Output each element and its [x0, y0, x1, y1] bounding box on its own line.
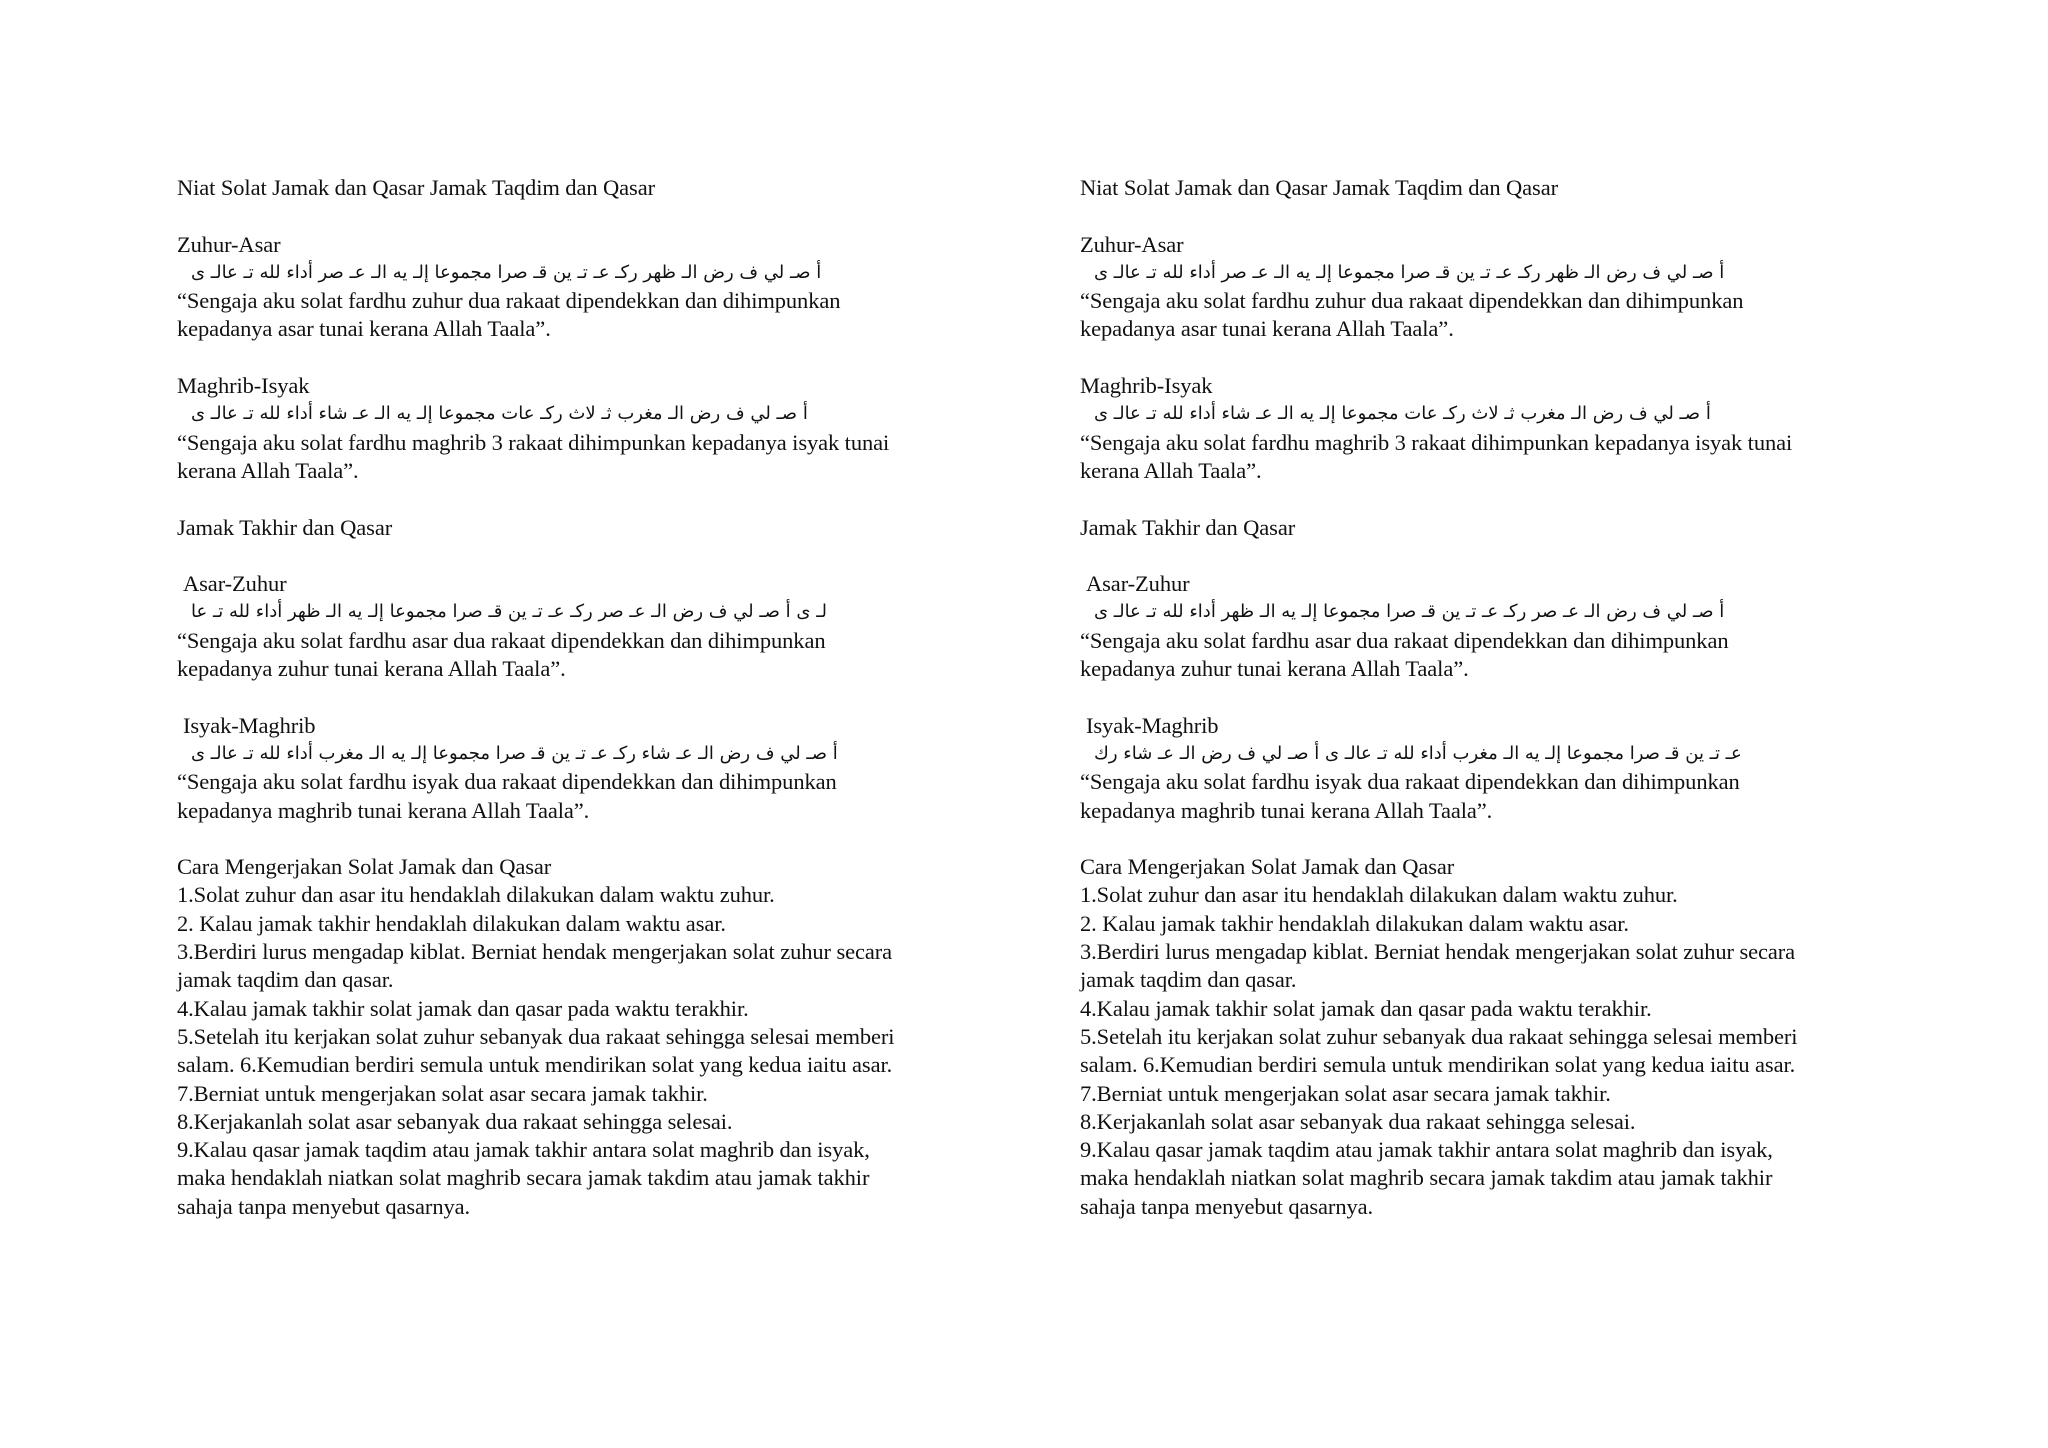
translation-line: “Sengaja aku solat fardhu asar dua rakaat dipendekkan dan dihimpunkan [177, 627, 826, 653]
asar-zuhur-arabic [177, 598, 871, 626]
step-line: 3.Berdiri lurus mengadap kiblat. Berniat hendak mengerjakan solat zuhur secara [177, 939, 893, 965]
maghrib-isyak-title: Maghrib-Isyak [1080, 373, 1213, 399]
step-line: 5.Setelah itu kerjakan solat zuhur sebanyak dua rakaat sehingga selesai memberi [177, 1023, 895, 1049]
step-line: 1.Solat zuhur dan asar itu hendaklah dilakukan dalam waktu zuhur. [1080, 882, 1678, 908]
step-line: sahaja tanpa menyebut qasarnya. [1080, 1193, 1374, 1219]
cara-heading: Cara Mengerjakan Solat Jamak dan Qasar [177, 854, 552, 880]
zuhur-asar-arabic [1080, 259, 1774, 287]
step-line: 2. Kalau jamak takhir hendaklah dilakukan dalam waktu asar. [1080, 910, 1629, 936]
spacer [177, 344, 1007, 372]
arabic-text: أ صـ لي ف رض الـ عـ صر ركـ عـ تـ ين قـ صرا مجموعا إلـ يه الـ ظهر أداء لله تـ عالـ ى [1094, 601, 1725, 623]
translation-line: kepadanya zuhur tunai kerana Allah Taala”. [1080, 656, 1469, 682]
translation-line: kerana Allah Taala”. [177, 457, 359, 483]
spacer [177, 202, 1007, 230]
translation-line: “Sengaja aku solat fardhu maghrib 3 rakaat dihimpunkan kepadanya isyak tunai [177, 429, 890, 455]
maghrib-isyak-title: Maghrib-Isyak [177, 373, 310, 399]
step-line: 5.Setelah itu kerjakan solat zuhur sebanyak dua rakaat sehingga selesai memberi [1080, 1023, 1798, 1049]
isyak-maghrib-arabic [1080, 740, 1774, 768]
translation-line: kepadanya zuhur tunai kerana Allah Taala”. [177, 656, 566, 682]
isyak-maghrib-title: Isyak-Maghrib [183, 712, 316, 738]
arabic-text: أ صـ لي ف رض الـ ظهر ركـ عـ تـ ين قـ صرا مجموعا إلـ يه الـ عـ صر أداء لله تـ عالـ ى [191, 261, 822, 283]
arabic-text: أ صـ لي ف رض الـ مغرب ثـ لاث ركـ عات مجموعا إلـ يه الـ عـ شاء أداء لله تـ عالـ ى [191, 403, 808, 425]
zuhur-asar-translation [177, 287, 1007, 344]
left-column [177, 174, 1007, 1221]
steps-list [177, 881, 1007, 1221]
zuhur-asar-title: Zuhur-Asar [177, 231, 281, 257]
translation-line: kerana Allah Taala”. [1080, 457, 1262, 483]
translation-line: kepadanya asar tunai kerana Allah Taala”. [177, 316, 551, 342]
step-line: 7.Berniat untuk mengerjakan solat asar secara jamak takhir. [1080, 1080, 1611, 1106]
translation-line: kepadanya maghrib tunai kerana Allah Taala”. [1080, 797, 1493, 823]
spacer [1080, 542, 1910, 570]
step-line: 9.Kalau qasar jamak taqdim atau jamak takhir antara solat maghrib dan isyak, [1080, 1137, 1773, 1163]
maghrib-isyak-translation [1080, 429, 1910, 486]
jamak-takhir-heading: Jamak Takhir dan Qasar [177, 514, 393, 540]
isyak-maghrib-translation [177, 768, 1007, 825]
asar-zuhur-title: Asar-Zuhur [1086, 571, 1190, 597]
spacer [1080, 202, 1910, 230]
step-line: 2. Kalau jamak takhir hendaklah dilakukan dalam waktu asar. [177, 910, 726, 936]
step-line: 1.Solat zuhur dan asar itu hendaklah dilakukan dalam waktu zuhur. [177, 882, 775, 908]
steps-list [1080, 881, 1910, 1221]
translation-line: “Sengaja aku solat fardhu zuhur dua rakaat dipendekkan dan dihimpunkan [1080, 288, 1744, 314]
arabic-text: أ صـ لي ف رض الـ ظهر ركـ عـ تـ ين قـ صرا مجموعا إلـ يه الـ عـ صر أداء لله تـ عالـ ى [1094, 261, 1725, 283]
step-line: maka hendaklah niatkan solat maghrib secara jamak takdim atau jamak takhir [1080, 1165, 1773, 1191]
step-line: sahaja tanpa menyebut qasarnya. [177, 1193, 471, 1219]
spacer [1080, 825, 1910, 853]
zuhur-asar-arabic [177, 259, 871, 287]
step-line: 3.Berdiri lurus mengadap kiblat. Berniat hendak mengerjakan solat zuhur secara [1080, 939, 1796, 965]
niat-heading: Niat Solat Jamak dan Qasar Jamak Taqdim dan Qasar [177, 175, 655, 200]
translation-line: kepadanya maghrib tunai kerana Allah Taala”. [177, 797, 590, 823]
spacer [1080, 683, 1910, 711]
zuhur-asar-title: Zuhur-Asar [1080, 231, 1184, 257]
isyak-maghrib-title: Isyak-Maghrib [1086, 712, 1219, 738]
translation-line: “Sengaja aku solat fardhu isyak dua rakaat dipendekkan dan dihimpunkan [177, 769, 837, 795]
maghrib-isyak-arabic [1080, 400, 1774, 428]
translation-line: “Sengaja aku solat fardhu asar dua rakaat dipendekkan dan dihimpunkan [1080, 627, 1729, 653]
arabic-text: عـ تـ ين قـ صرا مجموعا إلـ يه الـ مغرب أداء لله تـ عالـ ى أ صـ لي ف رض الـ عـ شاء رك [1094, 742, 1742, 764]
asar-zuhur-translation [1080, 627, 1910, 684]
spacer [177, 825, 1007, 853]
translation-line: kepadanya asar tunai kerana Allah Taala”. [1080, 316, 1454, 342]
step-line: 7.Berniat untuk mengerjakan solat asar secara jamak takhir. [177, 1080, 708, 1106]
step-line: salam. 6.Kemudian berdiri semula untuk mendirikan solat yang kedua iaitu asar. [1080, 1052, 1796, 1078]
arabic-text: لـ ى أ صـ لي ف رض الـ عـ صر ركـ عـ تـ ين قـ صرا مجموعا إلـ يه الـ ظهر أداء لله تـ عا [191, 601, 827, 623]
step-line: jamak taqdim dan qasar. [177, 967, 394, 993]
cara-heading: Cara Mengerjakan Solat Jamak dan Qasar [1080, 854, 1455, 880]
isyak-maghrib-translation [1080, 768, 1910, 825]
step-line: salam. 6.Kemudian berdiri semula untuk mendirikan solat yang kedua iaitu asar. [177, 1052, 893, 1078]
asar-zuhur-title: Asar-Zuhur [183, 571, 287, 597]
translation-line: “Sengaja aku solat fardhu maghrib 3 rakaat dihimpunkan kepadanya isyak tunai [1080, 429, 1793, 455]
translation-line: “Sengaja aku solat fardhu zuhur dua rakaat dipendekkan dan dihimpunkan [177, 288, 841, 314]
asar-zuhur-translation [177, 627, 1007, 684]
step-line: 8.Kerjakanlah solat asar sebanyak dua rakaat sehingga selesai. [177, 1108, 733, 1134]
maghrib-isyak-arabic [177, 400, 871, 428]
arabic-text: أ صـ لي ف رض الـ عـ شاء ركـ عـ تـ ين قـ صرا مجموعا إلـ يه الـ مغرب أداء لله تـ عالـ ى [191, 742, 838, 764]
step-line: 4.Kalau jamak takhir solat jamak dan qasar pada waktu terakhir. [177, 995, 749, 1021]
step-line: 9.Kalau qasar jamak taqdim atau jamak takhir antara solat maghrib dan isyak, [177, 1137, 870, 1163]
spacer [177, 542, 1007, 570]
arabic-text: أ صـ لي ف رض الـ مغرب ثـ لاث ركـ عات مجموعا إلـ يه الـ عـ شاء أداء لله تـ عالـ ى [1094, 403, 1711, 425]
asar-zuhur-arabic [1080, 598, 1774, 626]
spacer [177, 683, 1007, 711]
step-line: 4.Kalau jamak takhir solat jamak dan qasar pada waktu terakhir. [1080, 995, 1652, 1021]
isyak-maghrib-arabic [177, 740, 871, 768]
maghrib-isyak-translation [177, 429, 1007, 486]
step-line: maka hendaklah niatkan solat maghrib secara jamak takdim atau jamak takhir [177, 1165, 870, 1191]
step-line: 8.Kerjakanlah solat asar sebanyak dua rakaat sehingga selesai. [1080, 1108, 1636, 1134]
jamak-takhir-heading: Jamak Takhir dan Qasar [1080, 514, 1296, 540]
spacer [177, 485, 1007, 513]
spacer [1080, 344, 1910, 372]
spacer [1080, 485, 1910, 513]
step-line: jamak taqdim dan qasar. [1080, 967, 1297, 993]
zuhur-asar-translation [1080, 287, 1910, 344]
right-column [1080, 174, 1910, 1221]
niat-heading: Niat Solat Jamak dan Qasar Jamak Taqdim dan Qasar [1080, 175, 1558, 200]
translation-line: “Sengaja aku solat fardhu isyak dua rakaat dipendekkan dan dihimpunkan [1080, 769, 1740, 795]
